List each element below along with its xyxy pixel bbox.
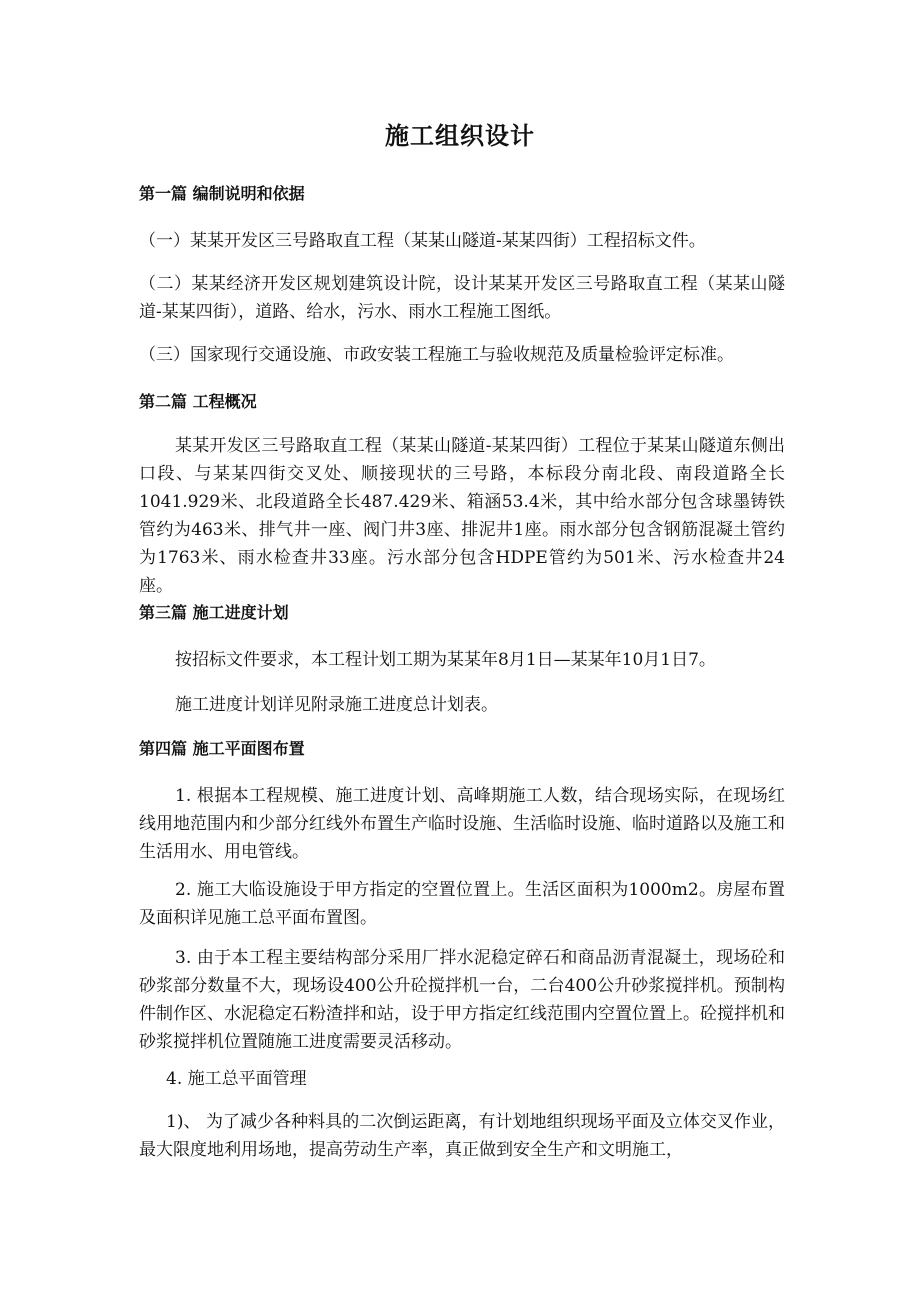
section-heading-4: 第四篇 施工平面图布置 <box>139 739 305 758</box>
section-heading-1: 第一篇 编制说明和依据 <box>139 184 305 203</box>
document-title: 施工组织设计 <box>385 122 535 150</box>
section-2-body: 某某开发区三号路取直工程（某某山隧道-某某四街）工程位于某某山隧道东侧出口段、与某某四街交叉处、顺接现状的三号路，本标段分南北段、南段道路全长1041.929米、北段道路全长487.429米、箱涵53.4米，其中给水部分包含球墨铸铁管约为463米、排气井一座、阀门井3座、排泥井1座。雨水部分包含钢筋混凝土管约为1763米、雨水检查井33座。污水部分包含HDPE管约为501米、污水检查井24座。 <box>139 436 785 596</box>
section-3-item-2: 施工进度计划详见附录施工进度总计划表。 <box>175 695 498 715</box>
section-4-item-2: 2. 施工大临设施设于甲方指定的空置位置上。生活区面积为1000m2。房屋布置及面积详见施工总平面布置图。 <box>139 880 785 928</box>
section-4-item-5: 1)、 为了减少各种料具的二次倒运距离，有计划地组织现场平面及立体交叉作业，最大限度地利用场地，提高劳动生产率，真正做到安全生产和文明施工， <box>139 1112 785 1160</box>
section-4-item-1: 1. 根据本工程规模、施工进度计划、高峰期施工人数，结合现场实际，在现场红线用地范围内和少部分红线外布置生产临时设施、生活临时设施、临时道路以及施工和生活用水、用电管线。 <box>139 786 785 862</box>
section-4-item-3: 3. 由于本工程主要结构部分采用厂拌水泥稳定碎石和商品沥青混凝土，现场砼和砂浆部分数量不大，现场设400公升砼搅拌机一台，二台400公升砂浆搅拌机。预制构件制作区、水泥稳定石粉渣拌和站，设于甲方指定红线范围内空置位置上。砼搅拌机和砂浆搅拌机位置随施工进度需要灵活移动。 <box>139 948 785 1052</box>
section-3-item-1: 按招标文件要求，本工程计划工期为某某年8月1日—某某年10月1日7。 <box>175 650 716 670</box>
section-1-item-1: （一）某某开发区三号路取直工程（某某山隧道-某某四街）工程招标文件。 <box>139 231 706 251</box>
section-1-item-3: （三）国家现行交通设施、市政安装工程施工与验收规范及质量检验评定标准。 <box>139 345 734 365</box>
section-heading-2: 第二篇 工程概况 <box>139 392 257 411</box>
section-4-item-4: 4. 施工总平面管理 <box>166 1069 307 1089</box>
section-heading-3: 第三篇 施工进度计划 <box>139 603 289 622</box>
section-1-item-2: （二）某某经济开发区规划建筑设计院，设计某某开发区三号路取直工程（某某山隧道-某某四街），道路、给水，污水、雨水工程施工图纸。 <box>139 274 785 322</box>
